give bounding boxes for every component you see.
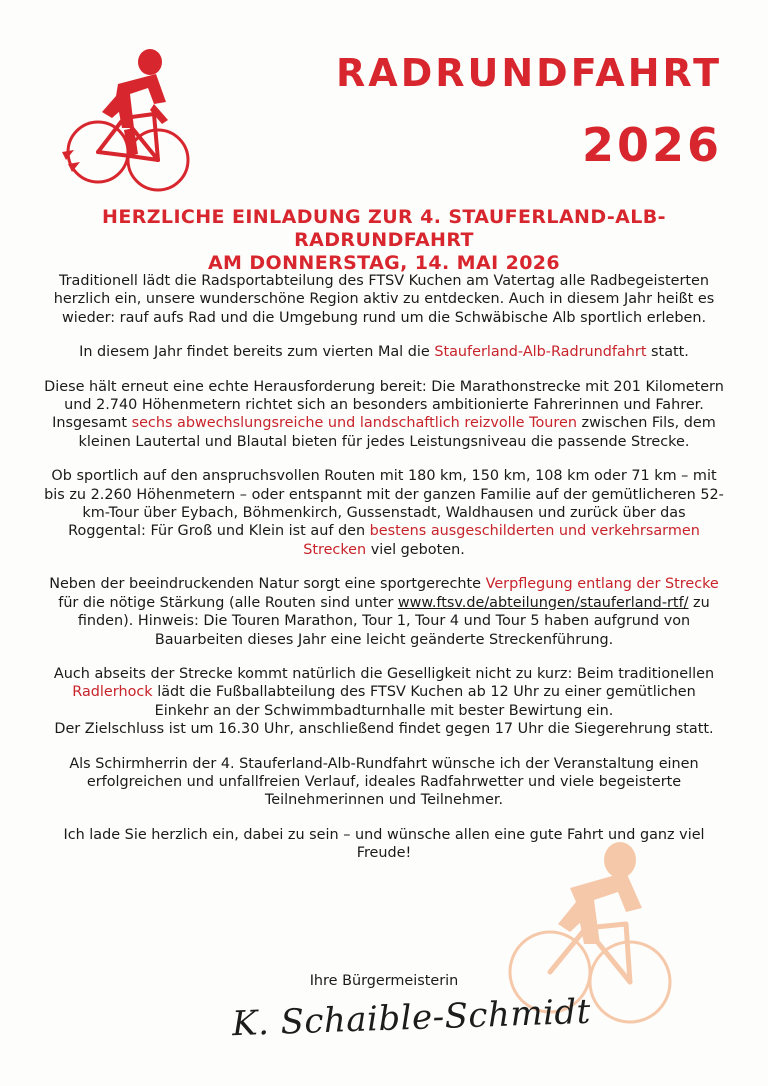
paragraph-6-end: Der Zielschluss ist um 16.30 Uhr, anschließend findet gegen 17 Uhr die Siegerehrung statt. [54,721,714,738]
paragraph-5-text-b: für die nötige Stärkung (alle Routen sind unter [58,594,398,611]
tours-highlight: sechs abwechslungsreiche und landschaftlich reizvolle Touren [131,415,577,432]
paragraph-4-text: Ob sportlich auf den anspruchsvollen Routen mit 180 km, 150 km, 108 km oder 71 km – mit bis zu 2.260 Höhenmetern – oder entspannt mit der ganzen Familie auf der gemütlicheren 52-km-Tour über Eybach, Böhmenkirch, Gussenstadt, Waldhausen und zurück über das Roggental: Für Groß und Klein ist auf den [44,468,724,540]
paragraph-4-end: viel geboten. [366,541,465,558]
paragraph-4 [44,467,724,559]
cyclist-logo-icon [58,44,196,200]
paragraph-5-text: Neben der beeindruckenden Natur sorgt eine sportgerechte [49,576,486,593]
title-year: 2026 [581,118,722,172]
catering-highlight: Verpflegung entlang der Strecke [485,576,719,593]
paragraph-2-end: statt. [646,344,689,361]
letter-body [44,272,724,879]
website-link[interactable]: www.ftsv.de/abteilungen/stauferland-rtf/ [397,594,689,611]
handwritten-signature: K. Schaible-Schmidt [231,991,592,1045]
paragraph-3-text: Diese hält erneut eine echte Herausforderung bereit: Die Marathonstrecke mit 201 Kilometern und 2.740 Höhenmetern richtet sich an besonders ambitionierte Fahrerinnen und Fahrer. [44,378,724,414]
paragraph-3 [44,378,724,452]
paragraph-7: Als Schirmherrin der 4. Stauferland-Alb-Rundfahrt wünsche ich der Veranstaltung einen erfolgreichen und unfallfreien Verlauf, ideales Radfahrwetter und viele begeisterte Teilnehmerinnen und Teilnehmer. [69,755,699,809]
invitation-heading-line-1: HERZLICHE EINLADUNG ZUR 4. STAUFERLAND-ALB-RADRUNDFAHRT [102,206,666,251]
paragraph-5 [44,575,724,649]
invitation-heading [20,206,748,275]
paragraph-5-end: zu finden). Hinweis: Die Touren Marathon, Tour 1, Tour 4 und Tour 5 haben aufgrund von Bauarbeiten dieses Jahr eine leicht geänderte Streckenführung. [77,594,710,648]
paragraph-6-text: Auch abseits der Strecke kommt natürlich die Geselligkeit nicht zu kurz: Beim traditionellen [53,665,715,682]
invitation-heading-line-2: AM DONNERSTAG, 14. MAI 2026 [207,252,561,274]
paragraph-2-text: In diesem Jahr findet bereits zum vierten Mal die [79,344,435,361]
paragraph-2 [44,343,724,361]
paragraph-3-end: zwischen Fils, dem kleinen Lautertal und Blautal bieten für jedes Leistungsniveau die passende Strecke. [78,415,716,450]
signature-label: Ihre Bürgermeisterin [309,973,459,989]
paragraph-6-text-b: lädt die Fußballabteilung des FTSV Kuchen ab 12 Uhr zu einer gemütlichen Einkehr an der Schwimmbadturnhalle mit bester Bewirtung ein. [152,684,696,719]
event-name-highlight: Stauferland-Alb-Radrundfahrt [434,344,647,361]
paragraph-1: Traditionell lädt die Radsportabteilung des FTSV Kuchen am Vatertag alle Radbegeisterten herzlich ein, unsere wunderschöne Region aktiv zu entdecken. Auch in diesem Jahr heißt es wieder: rauf aufs Rad und die Umgebung rund um die Schwäbische Alb sportlich erleben. [53,273,715,326]
title-line-1: RADRUNDFAHRT [336,51,722,95]
event-title [336,51,722,172]
routes-highlight: bestens ausgeschilderten und verkehrsarmen Strecken [303,523,700,558]
paragraph-6 [44,665,724,739]
radlerhock-highlight: Radlerhock [72,684,153,701]
paragraph-3-text-b: Insgesamt [52,415,132,432]
paragraph-8: Ich lade Sie herzlich ein, dabei zu sein – und wünsche allen eine gute Fahrt und ganz viel Freude! [63,826,705,862]
